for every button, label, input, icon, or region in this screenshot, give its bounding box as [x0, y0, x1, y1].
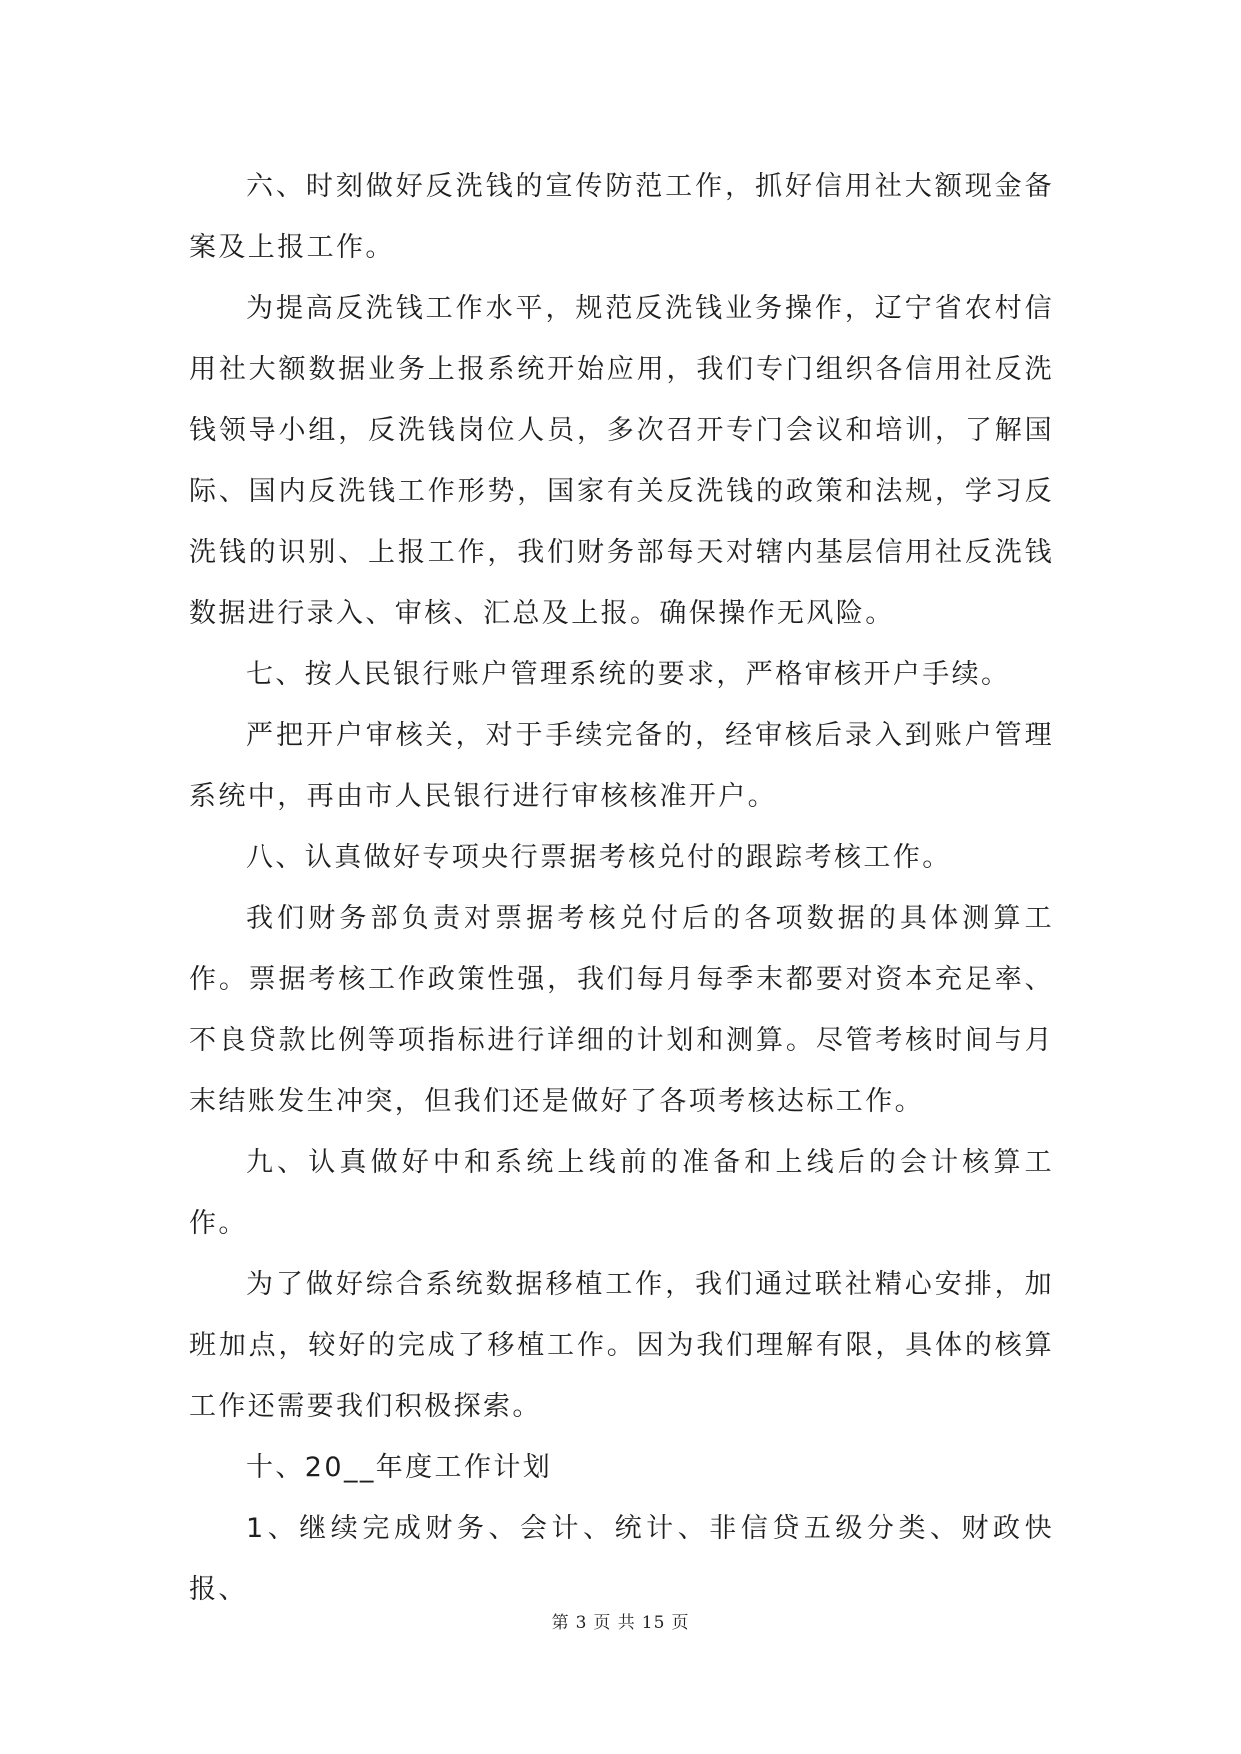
paragraph-section-6-heading: 六、时刻做好反洗钱的宣传防范工作，抓好信用社大额现金备案及上报工作。 — [189, 171, 1054, 263]
paragraph-section-8-heading: 八、认真做好专项央行票据考核兑付的跟踪考核工作。 — [246, 842, 952, 873]
footer-total-pages: 15 — [641, 1613, 666, 1633]
paragraph-plan-item-1: 1、继续完成财务、会计、统计、非信贷五级分类、财政快报、 — [189, 1513, 1054, 1605]
paragraph-anti-money-laundering: 为提高反洗钱工作水平，规范反洗钱业务操作，辽宁省农村信用社大额数据业务上报系统开始应用，我们专门组织各信用社反洗钱领导小组，反洗钱岗位人员，多次召开专门会议和培训，了解国际、国内反洗钱工作形势，国家有关反洗钱的政策和法规，学习反洗钱的识别、上报工作，我们财务部每天对辖内基层信用社反洗钱数据进行录入、审核、汇总及上报。确保操作无风险。 — [189, 293, 1054, 629]
footer-prefix: 第 — [551, 1613, 570, 1633]
footer-page-number: 3 — [575, 1613, 588, 1633]
footer-middle: 页 共 — [593, 1613, 636, 1633]
paragraph-section-9-heading: 九、认真做好中和系统上线前的准备和上线后的会计核算工作。 — [189, 1147, 1054, 1239]
paragraph-data-migration: 为了做好综合系统数据移植工作，我们通过联社精心安排，加班加点，较好的完成了移植工作。因为我们理解有限，具体的核算工作还需要我们积极探索。 — [189, 1269, 1054, 1422]
page-footer — [0, 1608, 1241, 1633]
paragraph-account-review: 严把开户审核关，对于手续完备的，经审核后录入到账户管理系统中，再由市人民银行进行审核核准开户。 — [189, 720, 1054, 812]
paragraph-section-10-heading: 十、20__年度工作计划 — [246, 1452, 553, 1483]
footer-suffix: 页 — [671, 1613, 690, 1633]
document-body — [189, 156, 1054, 1620]
paragraph-section-7-heading: 七、按人民银行账户管理系统的要求，严格审核开户手续。 — [246, 659, 1011, 690]
paragraph-bill-assessment: 我们财务部负责对票据考核兑付后的各项数据的具体测算工作。票据考核工作政策性强，我们每月每季末都要对资本充足率、不良贷款比例等项指标进行详细的计划和测算。尽管考核时间与月末结账发生冲突，但我们还是做好了各项考核达标工作。 — [189, 903, 1054, 1117]
